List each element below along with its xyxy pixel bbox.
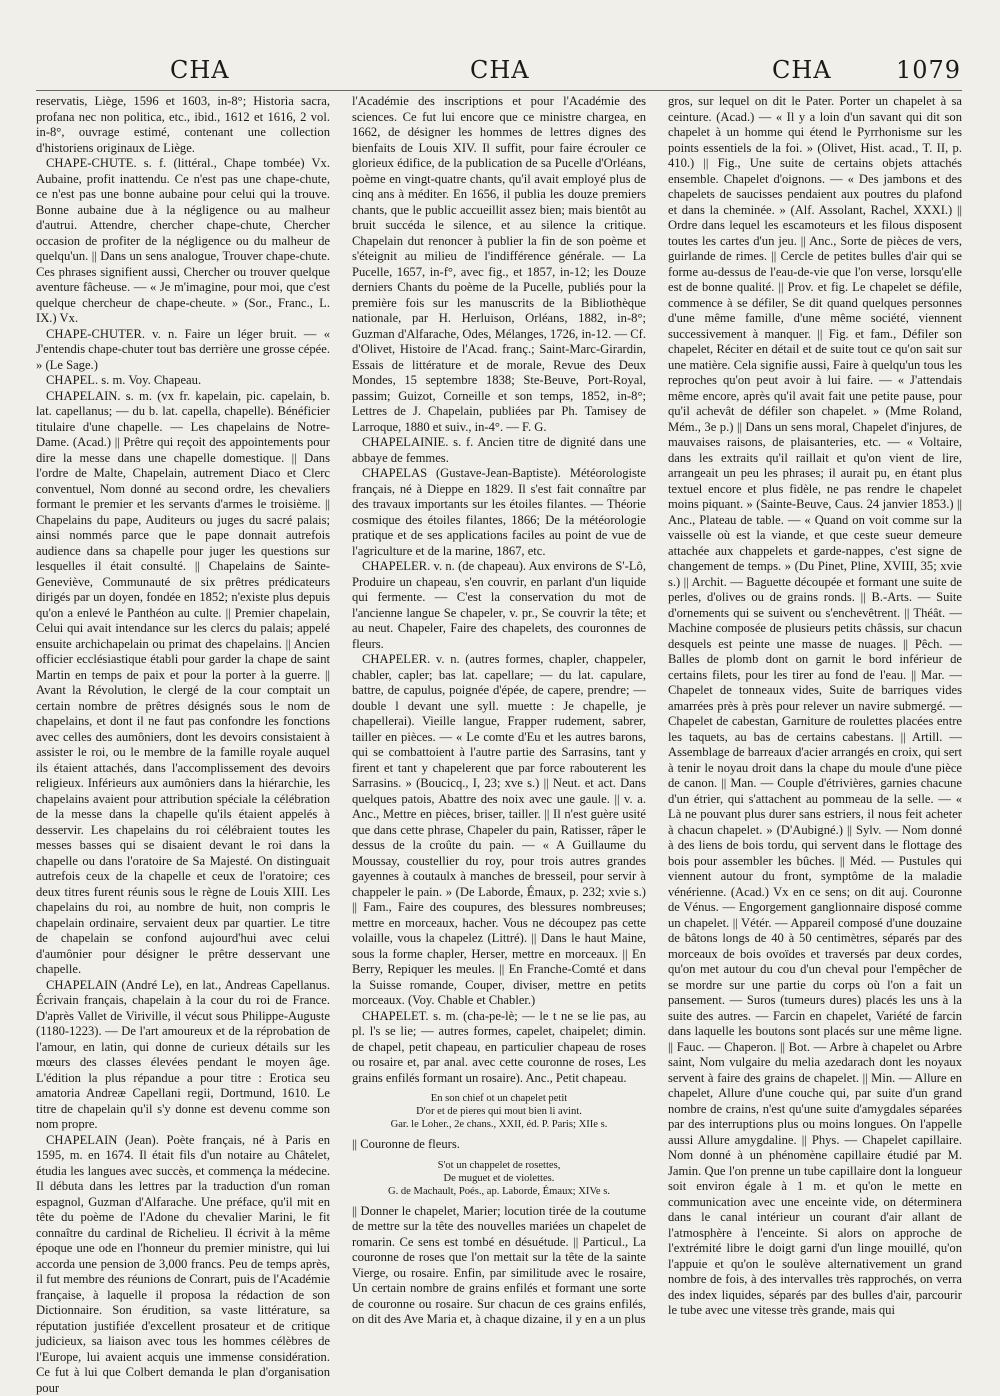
dictionary-paragraph: || Couronne de fleurs. xyxy=(352,1137,646,1153)
column-2 xyxy=(352,94,646,1356)
header-rule xyxy=(36,90,962,91)
dictionary-paragraph: CHAPELAIN (Jean). Poète français, né à Paris en 1595, m. en 1674. Il était fils d'un notaire au Châtelet, étudia les langues avec succès, et commença la médecine. Il débuta dans les lettres par la traduction d'un roman espagnol, Guzman d'Alfarache. Une préface, qu'il mit en tête du poème de l'Adone du chevalier Marini, le fit connaître du cardinal de Richelieu. Il écrivit à la même époque une ode en l'honneur du premier ministre, qui lui accorda une pension de 3,000 francs. Peu de temps après, il fut membre des réunions de Conrart, puis de l'Académie française, à laquelle il proposa la rédaction de son Dictionnaire. Son érudition, sa vaste littérature, sa réputation justifiée d'excellent prosateur et de critique judicieux, sa liaison avec tous les hommes célèbres de l'Europe, lui avaient acquis une immense considération. Ce fut à lui que Colbert demanda le plan d'organisation pour xyxy=(36,1133,330,1396)
dictionary-paragraph: l'Académie des inscriptions et pour l'Académie des sciences. Ce fut lui encore que ce ministre chargea, en 1662, de désigner les hommes de lettres dignes des bienfaits de Louis XIV. Il suffit, pour faire écrouler ce glorieux édifice, de la publication de sa Pucelle d'Orléans, poème en vingt-quatre chants, qu'il avait employé plus de cinq ans à méditer. En 1656, il publia les douze premiers chants, que le public accueillit assez bien; mais bientôt au bruit succéda le silence, et au silence la critique. Chapelain dut renoncer à publier la fin de son poème et s'éteignit au milieu de l'indifférence générale. — La Pucelle, 1657, in-f°, avec fig., et 1857, in-12; les Douze derniers Chants du poème de la Pucelle, publiés pour la première fois sur les manuscrits de la Bibliothèque nationale, par H. Herluison, Orléans, 1882, in-8°; Guzman d'Alfarache, Odes, Mélanges, 1726, in-12. — Cf. d'Olivet, Histoire de l'Acad. franç.; Saint-Marc-Girardin, Essais de littérature et de morale, Revue des Deux Mondes, 15 septembre 1838; Ste-Beuve, Port-Royal, passim; Guizot, Corneille et son temps, 1852, in-8°; Lettres de J. Chapelain, publiées par Ph. Tamisey de Larroque, 1880 et suiv., in-4°. — F. G. xyxy=(352,94,646,435)
running-head xyxy=(0,56,1000,90)
dictionary-paragraph: CHAPELER. v. n. (de chapeau). Aux environs de S'-Lô, Produire un chapeau, s'en couvrir, en parlant d'un liquide qui fermente. — C'est la conservation du mot de l'ancienne langue Se chapeler, v. pr., Se couvrir la tête; et au neut. Chapeler, Faire des chapelets, des couronnes de fleurs. xyxy=(352,559,646,652)
dictionary-paragraph: CHAPELAINIE. s. f. Ancien titre de dignité dans une abbaye de femmes. xyxy=(352,435,646,466)
dictionary-paragraph: CHAPE-CHUTER. v. n. Faire un léger bruit. — « J'entendis chape-chuter tout bas derrière une grosse cépée. » (Le Sage.) xyxy=(36,327,330,374)
dictionary-paragraph: CHAPELER. v. n. (autres formes, chapler, chappeler, chabler, capler; bas lat. capellare; — du lat. capulare, battre, de capulus, poignée d'épée, de capere, prendre; — double l devant une syll. muette : Je chapelle, je chapellerai). Vieille langue, Frapper rudement, sabrer, tailler en pièces. — « Le comte d'Eu et les autres barons, qui se combattoient à l'autre partie des Sarrasins, tant y firent et tant y chapelerent que par force rabouterent les Sarrasins. » (Boucicq., I, 23; xve s.) || Neut. et act. Dans quelques patois, Abattre des noix avec une gaule. || v. a. Anc., Mettre en pièces, briser, tailler. || Il n'est guère usité que dans cette phrase, Chapeler du pain, Ratisser, râper le dessus de la croûte du pain. — « A Guillaume du Moussay, coustellier du roy, pour trois autres grandes gayennes à coutaulx à manches de bresseil, pour servir à chappeler le pain. » (De Laborde, Émaux, p. 232; xvie s.) || Fam., Faire des coupures, des blessures nombreuses; mettre en morceaux, hacher. Vous ne découpez pas cette volaille, vous la chapelez (Littré). || Dans le haut Maine, sous la forme chapler, Herser, mettre en morceaux. || En Berry, Repiquer les meules. || En Franche-Comté et dans la Suisse romande, Couper, diviser, mettre en petits morceaux. (Voy. Chable et Chabler.) xyxy=(352,652,646,1009)
dictionary-paragraph: CHAPEL. s. m. Voy. Chapeau. xyxy=(36,373,330,389)
dictionary-paragraph: gros, sur lequel on dit le Pater. Porter un chapelet à sa ceinture. (Acad.) — « Il y a loin d'un savant qui dit son chapelet à un homme qui étend le Pyrrhonisme sur les points essentiels de la foi. » (Olivet, Hist. acad., T. II, p. 410.) || Fig., Une suite de certains objets attachés ensemble. Chapelet d'oignons. — « Des jambons et des chapelets de saucisses pendaient aux poutres du plafond et dans la cheminée. » (Alf. Assolant, Rachel, XXXI.) || Ordre dans lequel les escamoteurs et les filous disposent toutes les cartes d'un jeu. || Anc., Sorte de pièces de vers, guirlande de rimes. || Cercle de petites bulles d'air qui se forme au-dessus de l'eau-de-vie que l'on verse, lorsqu'elle est de bonne qualité. || Prov. et fig. Le chapelet se défile, commence à se défiler, Se dit quand quelques personnes d'une même famille, d'une même société, viennent successivement à manquer. || Fig. et fam., Défiler son chapelet, Réciter en détail et de suite tout ce qu'on sait sur une matière. Cela signifie aussi, Faire à quelqu'un tous les reproches qu'on peut avoir à lui faire. — « J'attendais même encore, après qu'il avait fait une petite pause, pour qu'il achevât de défiler son chapelet. » (Mme Roland, Mém., 3e p.) || Dans un sens moral, Chapelet d'injures, de mauvaises raisons, de plaisanteries, etc. — « Voltaire, dans les extraits qu'il raillait et qu'on vient de lire, arrangeait un peu les phrases; il aurait pu, en étant plus textuel encore et plus fidèle, ne pas rendre le chapelet moins piquant. » (Sainte-Beuve, Caus. 24 janvier 1853.) || Anc., Plateau de table. — « Quand on voit comme sur la vaisselle où est la viande, et que ceste sueur demeure attachée aux chappelets et garde-nappes, c'est signe de changement de temps. » (Du Pinet, Pline, XVIII, 35; xvie s.) || Archit. — Baguette découpée et formant une suite de perles, d'olives ou de grains ronds. || B.-Arts. — Suite d'ornements qui se suivent ou s'enchevêtrent. || Théât. — Machine composée de plusieurs petits châssis, sur chacun desquels est peinte une masse de nuages. || Pêch. — Balles de plomb dont on garnit le bord inférieur de certains filets, pour les tirer au fond de l'eau. || Mar. — Chapelet de tonneaux vides, Suite de barriques vides amarrées près à près pour relever un navire submergé. — Chapelet de cabestan, Garniture de roulettes placées entre les taquets, au bas de certains cabestans. || Artill. — Assemblage de barreaux d'acier arrangés en croix, qui sert à tenir le noyau droit dans la chape du moule d'une pièce de canon. || Man. — Couple d'étrivières, garnies chacune d'un étrier, qui s'attachent au pommeau de la selle. — « Là ne pouvant plus durer sans estriers, il nous feit acheter à chacun chapelet. » (D'Aubigné.) || Sylv. — Nom donné à des liens de bois tordu, qui servent dans le flottage des bois pour assembler les bûches. || Méd. — Pustules qui viennent autour du front, symptôme de la maladie vénérienne. (Acad.) Vx en ce sens; on dit auj. Couronne de Vénus. — Engorgement ganglionnaire disposé comme un chapelet. || Vétér. — Appareil composé d'une douzaine de bâtons longs de 40 à 50 centimètres, séparés par des morceaux de bois ovoïdes et traversés par deux cordes, qu'on met autour du cou d'un cheval pour l'empêcher de se mordre sur une partie du corps où l'on a fait un pansement. — Suros (tumeurs dures) placés les uns à la suite des autres. — Farcin en chapelet, Variété de farcin dans laquelle les boutons sont placés sur une même ligne. || Fauc. — Chaperon. || Bot. — Arbre à chapelet ou Arbre saint, Nom vulgaire du melia azedarach dont les noyaux servent à faire des grains de chapelet. || Min. — Allure en chapelet, Allure d'une couche qui, par suite d'un grand nombre de crains, n'est qu'une suite d'amygdales séparées par des interruptions plus ou moins longues. On l'appelle aussi Allure amygdaline. || Phys. — Chapelet capillaire. Nom donné à un phénomène capillaire étudié par M. Jamin. Que l'on prenne un tube capillaire dont la longueur soit environ égale à 1 m. et qu'on le mette en communication avec une enceinte vide, on déterminera dans le canal intérieur un courant d'air allant de l'atmosphère à l'enceinte. Si alors on approche de l'extrémité libre le doigt garni d'un linge mouillé, qu'on l'appuie et qu'on le soulève alternativement un grand nombre de fois, à des intervalles très rapprochés, on verra des index liquides, séparés par des bulles d'air, parcourir le tube avec une vitesse très grande, mais qui xyxy=(668,94,962,1319)
running-head-right: CHA xyxy=(772,56,832,84)
page-number: 1079 xyxy=(896,56,961,84)
dictionary-paragraph: CHAPELAIN. s. m. (vx fr. kapelain, pic. capelain, b. lat. capellanus; — du b. lat. capella, chapelle). Bénéficier titulaire d'une chapelle. — Les chapelains de Notre-Dame. (Acad.) || Prêtre qui reçoit des appointements pour dire la messe dans une chapelle domestique. || Dans l'ordre de Malte, Chapelain, autrement Diaco et Clerc conventuel, Nom donné au second ordre, les chevaliers formant le premier et les servants d'armes le troisième. || Chapelains du pape, Auditeurs ou juges du sacré palais; ainsi nommés parce que le pape donnait autrefois audience dans sa chapelle pour juger les questions sur lesquelles il était consulté. || Chapelains de Sainte-Geneviève, Communauté de six prêtres prédicateurs dirigés par un doyen, fondée en 1852; n'existe plus depuis qu'on a enlevé le Panthéon au culte. || Premier chapelain, Celui qui avait intendance sur les clercs du palais; appelé ensuite archichapelain ou primat des chapelains. || Ancien officier ecclésiastique établi pour garder la chape de saint Martin en temps de paix et pour la porter à la guerre. || Avant la Révolution, le clergé de la cour comptait un certain nombre de prêtres désignés sous le nom de chapelains, et dont il ne faut pas confondre les fonctions avec celles des aumôniers, dont les devoirs consistaient à assister le roi, ou le membre de la famille royale auquel ils étaient attachés, dans l'accomplissement des devoirs religieux. Inférieurs aux aumôniers dans la hiérarchie, les chapelains avaient pour attribution spéciale la célébration de la messe dans la chapelle qu'ils étaient appelés à desservir. Les chapelains du roi célébraient toutes les messes basses qui se disaient devant le roi dans la chapelle ou dans l'oratoire de Sa Majesté. On distinguait autrefois ceux de la chapelle et ceux de l'oratoire; ces deux titres furent réunis sous le règne de Louis XIII. Les chapelains du roi, au nombre de huit, non compris le chapelain ordinaire, servaient deux par quartier. Le titre de chapelain se confond aujourd'hui avec celui d'aumônier pour désigner le prêtre desservant une chapelle. xyxy=(36,389,330,978)
verse-quote: En son chief ot un chapelet petit D'or et de pieres qui mout bien li avint. Gar. le Loher., 2e chans., XXII, éd. P. Paris; XIIe s. xyxy=(352,1092,646,1131)
running-head-center: CHA xyxy=(470,56,530,84)
dictionary-paragraph: || Donner le chapelet, Marier; locution tirée de la coutume de mettre sur la tête des nouvelles mariées un chapelet de romarin. Ce sens est tombé en désuétude. || Particul., La couronne de roses que l'on mettait sur la tête de la sainte Vierge, ou rosaire. Enfin, par similitude avec le rosaire, Un certain nombre de grains enfilés et formant une sorte de couronne ou rosaire. Sur chacun de ces grains enfilés, on dit des Ave Maria et, à chaque dizaine, il y en a un plus xyxy=(352,1204,646,1328)
column-3 xyxy=(668,94,962,1356)
dictionary-paragraph: CHAPE-CHUTE. s. f. (littéral., Chape tombée) Vx. Aubaine, profit inattendu. Ce n'est pas une chape-chute, ce n'est pas une bonne aubaine pour celui qui la trouve. Bonne aubaine due à la négligence ou au malheur d'autrui. Attendre, chercher chape-chute, Chercher occasion de profiter de la négligence ou du malheur de quelqu'un. || Dans un sens analogue, Trouver chape-chute. Ces phrases signifient aussi, Chercher ou trouver quelque aventure fâcheuse. — « Je m'imagine, pour moi, que c'est quelque chercheur de chape-cheute. » (Sor., Franc., L. IX.) Vx. xyxy=(36,156,330,327)
dictionary-paragraph: CHAPELET. s. m. (cha-pe-lè; — le t ne se lie pas, au pl. l's se lie; — autres formes, capelet, chaipelet; dimin. de chapel, petit chapeau, en particulier chapeau de roses ou rosaire et, par anal. avec cette couronne de roses, Les grains enfilés formant un rosaire). Anc., Petit chapeau. xyxy=(352,1009,646,1087)
text-columns xyxy=(36,94,963,1356)
column-1 xyxy=(36,94,330,1356)
dictionary-paragraph: CHAPELAS (Gustave-Jean-Baptiste). Météorologiste français, né à Dieppe en 1829. Il s'est fait connaître par des travaux importants sur les étoiles filantes. — Théorie cosmique des étoiles filantes, 1866; De la météorologie pratique et de ses applications faciles au point de vue de l'agriculture et de la marine, 1867, etc. xyxy=(352,466,646,559)
verse-quote: S'ot un chappelet de rosettes, De muguet et de violettes. G. de Machault, Poés., ap. Laborde, Émaux; XIVe s. xyxy=(352,1159,646,1198)
dictionary-paragraph: CHAPELAIN (André Le), en lat., Andreas Capellanus. Écrivain français, chapelain à la cour du roi de France. D'après Vallet de Viriville, il vécut sous Philippe-Auguste (1180-1223). — De l'art amoureux et de la réprobation de l'amour, en latin, qui donne de curieux détails sur les mœurs des classes élevées pendant le moyen âge. L'édition la plus répandue a pour titre : Erotica seu amatoria Andreæ Capellani regii, Dortmund, 1610. Le titre de chapelain qu'il s'y donne est devenu comme son nom propre. xyxy=(36,978,330,1133)
dictionary-paragraph: reservatis, Liège, 1596 et 1603, in-8°; Historia sacra, profana nec non politica, etc., ibid., 1612 et 1616, 2 vol. in-8°, ouvrage estimé, contenant une collection d'historiens originaux de Liège. xyxy=(36,94,330,156)
running-head-left: CHA xyxy=(170,56,230,84)
